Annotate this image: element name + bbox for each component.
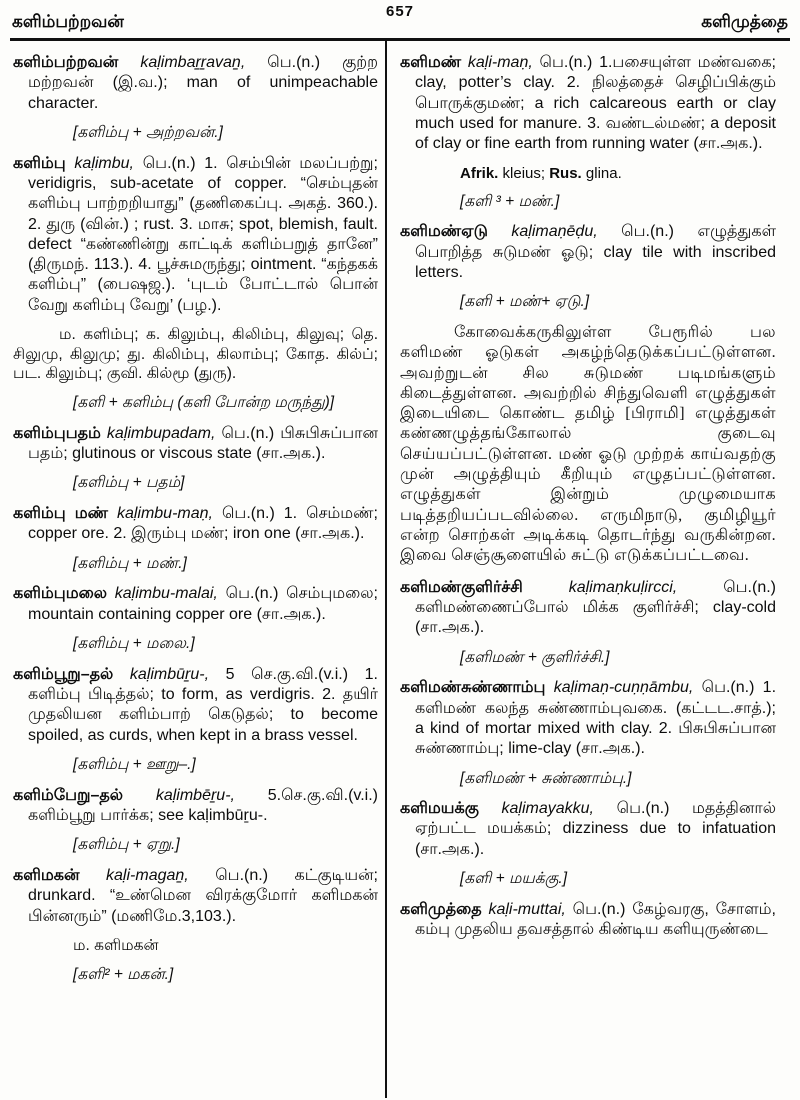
entry-transliteration: kaḷi-muttai, (488, 900, 566, 918)
entry-headword: களிமண்ஏடு (400, 223, 488, 241)
entry-text (400, 799, 776, 860)
language-label: Rus. (549, 164, 582, 182)
entry-text (13, 504, 378, 545)
dictionary-entry (400, 222, 776, 312)
language-note-text: glina. (585, 164, 622, 182)
page-header (0, 0, 800, 40)
dictionary-entry (400, 900, 776, 941)
entry-headword: களிம்பற்றவன் (13, 54, 119, 71)
entry-body: பெ.(n.) கட்குடியன்; drunkard. “உண்மென விரக்குமோர் களிமகன் பின்னரும்” (மணிமே.3,103.). (28, 866, 379, 925)
dictionary-entry (400, 799, 776, 889)
entry-transliteration: kaḷi-magaṉ, (106, 866, 189, 884)
entry-etymology: [களிம்பு + ஏறு.] (73, 836, 180, 854)
entry-etymology: [களிம்பு + பதம்] (73, 474, 185, 492)
entry-headword: களிமண்சுண்ணாம்பு (400, 679, 546, 697)
entry-transliteration: kaḷimbēṟu-, (155, 786, 235, 804)
entry-transliteration: kaḷimaṇkuḷircci, (568, 578, 678, 596)
entry-body: பெ.(n.) கேழ்வரகு, சோளம், கம்பு முதலிய தவசத்தால் கிண்டிய களியுருண்டை (415, 900, 776, 939)
entry-headword: களிம்பு மண் (13, 505, 108, 523)
entry-headword: களிம்பு (13, 154, 66, 172)
left-column (0, 40, 385, 1098)
entry-etymology: [களிம்பு + அற்றவன்.] (73, 123, 223, 141)
entry-body: பெ.(n.) 1. களிமண் கலந்த சுண்ணாம்புவகை. (கட்டட.சாத்.); a kind of mortar mixed with clay. 2. பிசுபிசுப்பான சுண்ணாம்பு; lime-clay (சா.அக.). (415, 679, 777, 758)
language-label: Afrik. (460, 164, 499, 182)
entry-headword: களிமண் (400, 54, 462, 71)
entry-text (13, 154, 378, 317)
entry-etymology: [களிமண் + குளிர்ச்சி.] (460, 648, 610, 666)
running-head-right: களிமுத்தை (701, 12, 788, 31)
entry-body: 5.செ.கு.வி.(v.i.) களிம்பூறு பார்க்க; see kaḷimbūṟu-. (28, 786, 378, 824)
entry-transliteration: kaḷimbaṟṟavaṉ, (140, 54, 246, 71)
entry-transliteration: kaḷi-maṇ, (467, 54, 533, 71)
entry-body: பெ.(n.) குற்ற மற்றவன் (இ.வ.); man of unimpeachable character. (28, 54, 378, 112)
entry-cognates: ம. களிம்பு; க. கிலும்பு, கிலிம்பு, கிலுவு; தெ. சிலுமு, கிலுமு; து. கிலிம்பு, கிலாம்பு; கோத. கில்ப்; பட. கிலும்பு; குவி. கில்மூ (துரு). (13, 326, 378, 383)
entry-etymology: [களி + மயக்கு.] (460, 870, 567, 888)
entry-body: பெ.(n.) எழுத்துகள் பொறித்த சுடுமண் ஓடு; clay tile with inscribed letters. (415, 223, 777, 281)
entry-text (400, 222, 776, 283)
entry-headword: களிமண்குளிர்ச்சி (400, 578, 523, 596)
entry-text (13, 584, 378, 625)
entry-language-note (460, 164, 776, 183)
entry-headword: களிமகன் (13, 866, 80, 884)
entry-transliteration: kaḷimaṇ-cuṇṇāmbu, (553, 679, 694, 697)
dictionary-entry (400, 578, 776, 668)
entry-transliteration: kaḷimayakku, (501, 800, 594, 818)
dictionary-entry (13, 424, 378, 493)
entry-headword: களிம்பூறு–தல் (13, 665, 114, 683)
entry-body: பெ.(n.) செம்புமலை; mountain containing copper ore (சா.அக.). (28, 585, 378, 623)
entry-headword: களிம்புமலை (13, 585, 107, 603)
entry-headword: களிமயக்கு (400, 800, 479, 818)
entry-headword: களிம்பேறு–தல் (13, 786, 124, 804)
entry-etymology: [களி + மண்+ ஏடு.] (460, 293, 590, 311)
entry-body: பெ.(n.) களிமண்ணைப்போல் மிக்க குளிர்ச்சி; clay-cold (சா.அக.). (415, 578, 776, 637)
dictionary-entry (13, 154, 378, 413)
entry-etymology: [களி² + மகன்.] (73, 965, 174, 983)
entry-body: 5 செ.கு.வி.(v.i.) 1. களிம்பு பிடித்தல்; to form, as verdigris. 2. தயிர் முதலியன களிம்பாற் கெடுதல்; to become spoiled, as curds, when kept in a brass vessel. (28, 665, 378, 744)
dictionary-entry (13, 866, 378, 984)
encyclopedic-paragraph: கோவைக்கருகிலுள்ள பேரூரில் பல களிமண் ஓடுகள் அகழ்ந்தெடுக்கப்பட்டுள்ளன. அவற்றுடன் சில சுடுமண் படிமங்களும் கிடைத்துள்ளன. அவற்றில் சிந்துவெளி எழுத்துகள் இடையிடை கொண்ட தமிழ் [பிராமி] எழுத்துகள் கண்ணழுத்தங்கோலால் குடைவு செய்யப்பட்டுள்ளன. மண் ஓடு முற்றக் காய்வதற்கு முன் அழுத்தியும் கீறியும் எழுதப்பட்டுள்ளன. எழுத்துகள் இன்றும் முழுமையாக படித்தறியப்படவில்லை. எருமிநாடு, குமிழியூர் என்ற சொற்கள் அடிக்கடி தொடர்ந்து வருகின்றன. இவை செஞ்சூளையில் சுட்டு எடுக்கப்பட்டவை. (400, 323, 776, 565)
entry-cognates: ம. களிமகன் (73, 936, 159, 954)
dictionary-entry (400, 53, 776, 211)
entry-text (400, 578, 776, 639)
entry-transliteration: kaḷimbūṟu-, (129, 665, 210, 683)
entry-body: பெ.(n.) பிசுபிசுப்பான பதம்; glutinous or viscous state (சா.அக.). (28, 424, 378, 463)
entry-body: பெ.(n.) 1. செம்பின் மலப்பற்று; veridigris, sub-acetate of copper. “செம்புதன் களிம்பு பாற்றறியாது” (தணிகைப்பு. அகத். 360.). 2. துரு (வின்.) ; rust. 3. மாசு; spot, blemish, fault. defect “கண்ணின்று காட்டிக் களிம்பறுத் தானே” (திருமந். 113.). 4. பூச்சுமருந்து; ointment. “கந்தகக் களிம்பு” (பைஷஜ.). ‘புடம் போட்டால் பொன் வேறு களிம்பு வேறு’ (பழ.). (28, 154, 378, 314)
entry-text (400, 53, 776, 155)
entry-text (13, 786, 378, 827)
dictionary-entry (13, 504, 378, 573)
dictionary-entry (400, 678, 776, 788)
entry-transliteration: kaḷimbu-malai, (114, 585, 218, 603)
entry-text (400, 900, 776, 941)
entry-text (13, 866, 378, 927)
entry-etymology: [களிம்பு + மலை.] (73, 635, 195, 653)
page-number: 657 (385, 3, 415, 20)
entry-text (400, 678, 776, 759)
entry-etymology: [களிம்பு + ஊறு–.] (73, 755, 196, 773)
column-container (0, 40, 800, 1098)
entry-etymology: [களி ³ + மண்.] (460, 192, 560, 210)
entry-headword: களிமுத்தை (400, 900, 482, 918)
entry-body: பெ.(n.) மதத்தினால் ஏற்பட்ட மயக்கம்; dizziness due to infatuation (சா.அக.). (415, 800, 777, 858)
entry-etymology: [களிம்பு + மண்.] (73, 554, 187, 572)
entry-transliteration: kaḷimaṇēḍu, (511, 223, 598, 241)
entry-transliteration: kaḷimbu-maṇ, (116, 505, 213, 523)
entry-text (13, 424, 378, 465)
dictionary-entry (13, 786, 378, 855)
entry-body: பெ.(n.) 1. செம்மண்; copper ore. 2. இரும்பு மண்; iron one (சா.அக.). (28, 505, 378, 543)
entry-transliteration: kaḷimbupadam, (106, 424, 216, 442)
entry-body: பெ.(n.) 1.பசையுள்ள மண்வகை; clay, potter’s clay. 2. நிலத்தைச் செழிப்பிக்கும் பொருக்குமண்; a rich calcareous earth or clay much used for manure. 3. வண்டல்மண்; a deposit of clay or fine earth from running water (சா.அக.). (415, 54, 776, 153)
dictionary-entry (13, 53, 378, 143)
dictionary-entry (13, 665, 378, 775)
entry-etymology: [களி + களிம்பு (களி போன்ற மருந்து)] (73, 394, 335, 412)
entry-text (13, 53, 378, 114)
entry-headword: களிம்புபதம் (13, 424, 101, 442)
header-rule (10, 38, 790, 41)
dictionary-entry (13, 584, 378, 653)
language-note-text: kleius; (502, 164, 546, 182)
right-column (387, 40, 786, 1098)
running-head-left: களிம்பற்றவன் (12, 12, 124, 31)
entry-etymology: [களிமண் + சுண்ணாம்பு.] (460, 769, 632, 787)
entry-transliteration: kaḷimbu, (74, 154, 134, 172)
entry-text (13, 665, 378, 746)
